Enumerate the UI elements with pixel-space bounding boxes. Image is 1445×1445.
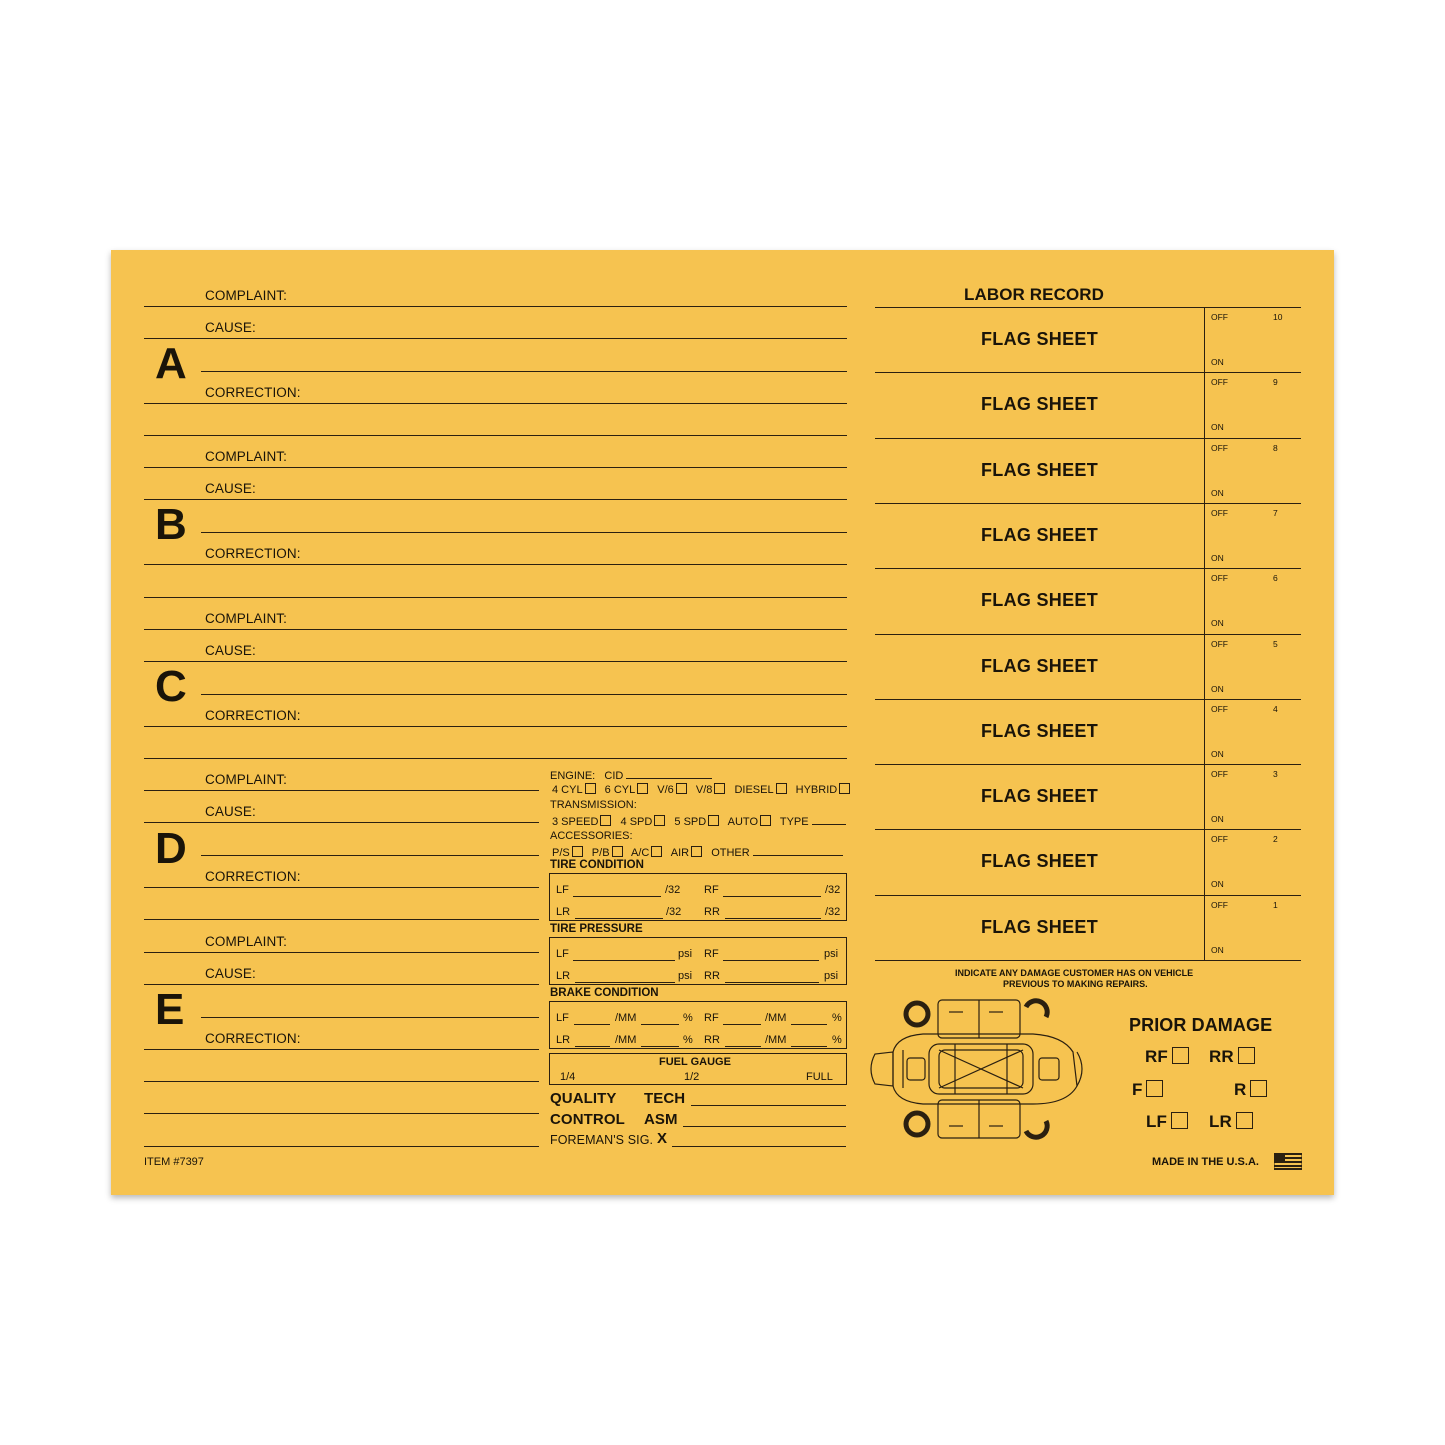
brake-rf-pct-field[interactable] (791, 1024, 827, 1025)
row-number: 5 (1273, 638, 1278, 649)
damage-lr-label: LR (1209, 1112, 1232, 1131)
tire-condition-box (549, 873, 847, 921)
damage-f[interactable] (1132, 1080, 1163, 1100)
wheel-lr-icon (906, 1113, 928, 1135)
tire-press-rr-field[interactable] (725, 982, 819, 983)
off-label: OFF (1211, 769, 1228, 780)
brake-condition-title: BRAKE CONDITION (550, 987, 659, 999)
damage-f-checkbox[interactable] (1146, 1080, 1163, 1097)
tire-cond-rr-field[interactable] (725, 918, 821, 919)
v6-label: V/6 (657, 784, 674, 796)
flag-sheet-label[interactable]: FLAG SHEET (981, 916, 1099, 937)
cid-field[interactable] (626, 768, 712, 779)
flag-sheet-label[interactable]: FLAG SHEET (981, 329, 1099, 349)
tire-cond-lr-label: LR (556, 906, 571, 918)
engine-row (550, 768, 712, 782)
cause-label-b: CAUSE: (205, 481, 256, 496)
row-number: 7 (1273, 507, 1278, 518)
damage-lr-checkbox[interactable] (1236, 1112, 1253, 1129)
damage-rf[interactable] (1145, 1047, 1189, 1067)
off-label: OFF (1211, 899, 1228, 910)
accessories-row (552, 845, 843, 859)
pb-label: P/B (591, 847, 610, 859)
line-d[interactable] (201, 855, 539, 856)
complaint-label-d: COMPLAINT: (205, 772, 288, 787)
on-label: ON (1211, 683, 1224, 694)
wheel-rf-icon (1026, 1001, 1047, 1017)
cyl6-label: 6 CYL (604, 784, 636, 796)
fuel-half: 1/2 (684, 1071, 700, 1083)
spd4-label: 4 SPD (620, 816, 653, 828)
wheel-lf-icon (906, 1003, 928, 1025)
cause-label-d: CAUSE: (205, 804, 256, 819)
labor-bottom-rule (875, 960, 1301, 961)
off-label: OFF (1211, 703, 1228, 714)
diesel-label: DIESEL (734, 784, 774, 796)
tire-cond-lr-field[interactable] (575, 918, 663, 919)
line-c[interactable] (201, 694, 847, 695)
cause-line-c[interactable] (144, 661, 847, 662)
flag-sheet-label[interactable]: FLAG SHEET (981, 851, 1099, 872)
v8-label: V/8 (695, 784, 713, 796)
line-d-end[interactable] (144, 919, 539, 920)
labor-row-rule (875, 568, 1301, 569)
damage-r-label: R (1234, 1080, 1247, 1099)
correction-label-c: CORRECTION: (205, 708, 301, 723)
transmission-row (552, 814, 846, 828)
damage-r-checkbox[interactable] (1250, 1080, 1267, 1097)
cause-label-a: CAUSE: (205, 320, 256, 335)
pb-checkbox[interactable] (612, 846, 623, 857)
off-label: OFF (1211, 442, 1228, 453)
line-e[interactable] (201, 1017, 539, 1018)
row-number: 1 (1273, 899, 1278, 910)
brake-rf-label: RF (704, 1012, 719, 1024)
damage-f-label: F (1132, 1080, 1143, 1099)
correction-line-e[interactable] (144, 1049, 539, 1050)
correction-label-b: CORRECTION: (205, 546, 301, 561)
tire-press-lf-unit: psi (678, 948, 693, 960)
auto-label: AUTO (727, 816, 758, 828)
line-a-end[interactable] (144, 435, 847, 436)
tire-cond-rr-unit: /32 (825, 906, 841, 918)
off-label: OFF (1211, 834, 1228, 845)
cause-label-c: CAUSE: (205, 643, 256, 658)
correction-line-c[interactable] (144, 726, 847, 727)
brake-rr-mm-field[interactable] (725, 1046, 761, 1047)
section-letter-d: D (155, 824, 187, 873)
brake-rr-pct: % (832, 1034, 842, 1046)
off-label: OFF (1211, 507, 1228, 518)
made-in-usa: MADE IN THE U.S.A. (1152, 1156, 1259, 1168)
labor-row-rule (875, 764, 1301, 765)
line-e-3[interactable] (144, 1113, 539, 1114)
complaint-line-c[interactable] (144, 629, 847, 630)
asm-label: ASM (644, 1111, 678, 1128)
damage-lf-label: LF (1146, 1112, 1167, 1131)
damage-rr-label: RR (1209, 1047, 1234, 1066)
brake-rr-label: RR (704, 1034, 720, 1046)
on-label: ON (1211, 357, 1224, 367)
line-c-end[interactable] (144, 758, 847, 759)
off-label: OFF (1211, 377, 1228, 388)
control-label: CONTROL (550, 1111, 625, 1128)
tire-press-rf-unit: psi (824, 948, 839, 960)
tire-condition-title: TIRE CONDITION (550, 859, 644, 871)
correction-line-d[interactable] (144, 887, 539, 888)
spd5-label: 5 SPD (674, 816, 707, 828)
damage-lf[interactable] (1146, 1112, 1188, 1132)
repair-order-envelope (111, 250, 1334, 1195)
row-number: 4 (1273, 703, 1278, 714)
tire-cond-rf-label: RF (704, 884, 719, 896)
on-label: ON (1211, 814, 1224, 825)
labor-row-rule (875, 895, 1301, 896)
air-label: AIR (670, 847, 690, 859)
prior-damage-title: PRIOR DAMAGE (1129, 1015, 1273, 1035)
brake-lr-mm-field[interactable] (575, 1046, 610, 1047)
correction-label-a: CORRECTION: (205, 385, 301, 400)
tire-cond-lf-label: LF (556, 884, 569, 896)
signature-x: X (657, 1130, 668, 1147)
brake-rr-pct-field[interactable] (791, 1046, 827, 1047)
off-label: OFF (1211, 312, 1228, 322)
v6-checkbox[interactable] (676, 783, 687, 794)
flag-sheet-label[interactable]: FLAG SHEET (981, 655, 1099, 676)
line-a[interactable] (201, 371, 847, 372)
hybrid-label: HYBRID (795, 784, 838, 796)
foreman-label: FOREMAN'S SIG. (550, 1133, 654, 1147)
cause-line-d[interactable] (144, 822, 539, 823)
speed3-label: 3 SPEED (552, 816, 599, 828)
tire-press-rr-unit: psi (824, 970, 839, 982)
tire-press-lr-label: LR (556, 970, 571, 982)
damage-rr[interactable] (1209, 1047, 1255, 1067)
tire-press-lr-unit: psi (678, 970, 693, 982)
ac-label: A/C (630, 847, 650, 859)
row-number: 3 (1273, 769, 1278, 780)
tire-cond-rf-unit: /32 (825, 884, 841, 896)
line-e-2[interactable] (144, 1081, 539, 1082)
section-letter-e: E (155, 985, 185, 1034)
line-b[interactable] (201, 532, 847, 533)
flag-sheet-label[interactable]: FLAG SHEET (981, 524, 1099, 545)
cause-label-e: CAUSE: (205, 966, 256, 981)
row-number: 9 (1273, 377, 1278, 388)
brake-lr-mm: /MM (615, 1034, 637, 1046)
correction-label-e: CORRECTION: (205, 1031, 301, 1046)
tire-cond-lf-unit: /32 (665, 884, 681, 896)
v8-checkbox[interactable] (714, 783, 725, 794)
hybrid-checkbox[interactable] (839, 783, 850, 794)
tire-cond-rf-field[interactable] (723, 896, 821, 897)
cause-line-b[interactable] (144, 499, 847, 500)
flag-sheet-label[interactable]: FLAG SHEET (981, 394, 1099, 415)
type-label: TYPE (779, 816, 809, 828)
on-label: ON (1211, 879, 1224, 890)
on-label: ON (1211, 748, 1224, 759)
complaint-line-b[interactable] (144, 467, 847, 468)
transmission-label: TRANSMISSION: (550, 799, 637, 811)
brake-rr-mm: /MM (765, 1034, 787, 1046)
damage-rf-checkbox[interactable] (1172, 1047, 1189, 1064)
ps-label: P/S (552, 847, 570, 859)
flag-sheet-label[interactable]: FLAG SHEET (981, 459, 1099, 480)
item-number: ITEM #7397 (144, 1156, 204, 1168)
row-number: 2 (1273, 834, 1278, 845)
complaint-label-e: COMPLAINT: (205, 934, 288, 949)
off-label: OFF (1211, 573, 1228, 584)
correction-label-d: CORRECTION: (205, 869, 301, 884)
cyl4-checkbox[interactable] (585, 783, 596, 794)
brake-lr-pct: % (683, 1034, 693, 1046)
labor-row-rule (875, 699, 1301, 700)
tire-pressure-title: TIRE PRESSURE (550, 923, 643, 935)
on-label: ON (1211, 944, 1224, 955)
on-label: ON (1211, 422, 1224, 433)
damage-notice-line2: PREVIOUS TO MAKING REPAIRS. (1003, 979, 1148, 989)
cyl6-checkbox[interactable] (637, 783, 648, 794)
on-label: ON (1211, 487, 1224, 498)
foreman-signature-field[interactable] (672, 1146, 846, 1147)
damage-rr-checkbox[interactable] (1238, 1047, 1255, 1064)
labor-record-rule (875, 307, 1301, 308)
tire-press-lf-label: LF (556, 948, 569, 960)
cause-line-e[interactable] (144, 984, 539, 985)
complaint-label-a: COMPLAINT: (205, 288, 288, 303)
vehicle-diagram[interactable] (863, 992, 1089, 1144)
flag-sheet-label[interactable]: FLAG SHEET (981, 720, 1099, 741)
brake-lr-pct-field[interactable] (641, 1046, 679, 1047)
other-field[interactable] (753, 845, 843, 856)
tire-cond-lf-field[interactable] (573, 896, 661, 897)
tech-label: TECH (644, 1090, 686, 1107)
tire-cond-lr-unit: /32 (666, 906, 682, 918)
complaint-label-b: COMPLAINT: (205, 449, 288, 464)
section-letter-a: A (155, 339, 187, 388)
tire-cond-rr-label: RR (704, 906, 720, 918)
row-number: 8 (1273, 442, 1278, 453)
ps-checkbox[interactable] (572, 846, 583, 857)
type-field[interactable] (812, 814, 846, 825)
complaint-line-a[interactable] (144, 306, 847, 307)
brake-condition-box (549, 1001, 847, 1049)
correction-line-b[interactable] (144, 564, 847, 565)
labor-row-rule (875, 503, 1301, 504)
damage-lr[interactable] (1209, 1112, 1253, 1132)
section-letter-c: C (155, 662, 187, 711)
damage-r[interactable] (1234, 1080, 1267, 1100)
tire-press-rf-label: RF (704, 948, 719, 960)
on-label: ON (1211, 552, 1224, 563)
tire-press-rf-field[interactable] (723, 960, 819, 961)
fuel-full: FULL (806, 1071, 833, 1083)
spd5-checkbox[interactable] (708, 815, 719, 826)
air-checkbox[interactable] (691, 846, 702, 857)
labor-record-title: LABOR RECORD (964, 285, 1105, 304)
tire-press-lf-field[interactable] (573, 960, 675, 961)
brake-lf-mm-field[interactable] (574, 1024, 610, 1025)
spd4-checkbox[interactable] (654, 815, 665, 826)
cid-label: CID (604, 770, 624, 782)
tire-press-lr-field[interactable] (575, 982, 675, 983)
fuel-quarter: 1/4 (560, 1071, 576, 1083)
auto-checkbox[interactable] (760, 815, 771, 826)
brake-lf-pct: % (683, 1012, 693, 1024)
labor-row-rule (875, 372, 1301, 373)
complaint-label-c: COMPLAINT: (205, 611, 288, 626)
brake-lr-label: LR (556, 1034, 571, 1046)
speed3-checkbox[interactable] (600, 815, 611, 826)
tech-field[interactable] (691, 1105, 846, 1106)
cause-line-a[interactable] (144, 338, 847, 339)
brake-rf-pct: % (832, 1012, 842, 1024)
quality-label: QUALITY (550, 1090, 617, 1107)
labor-row-rule (875, 829, 1301, 830)
labor-row-rule (875, 438, 1301, 439)
line-b-end[interactable] (144, 597, 847, 598)
brake-lf-pct-field[interactable] (641, 1024, 679, 1025)
brake-lf-mm: /MM (615, 1012, 637, 1024)
accessories-label: ACCESSORIES: (550, 830, 633, 842)
damage-notice-line1: INDICATE ANY DAMAGE CUSTOMER HAS ON VEHICLE (955, 968, 1194, 978)
other-label: OTHER (711, 847, 750, 859)
fuel-gauge-title: FUEL GAUGE (659, 1056, 731, 1068)
cyl4-label: 4 CYL (552, 784, 583, 796)
labor-row-rule (875, 634, 1301, 635)
us-flag-icon (1274, 1153, 1302, 1170)
asm-field[interactable] (683, 1126, 846, 1127)
row-number: 6 (1273, 573, 1278, 584)
brake-rf-mm: /MM (765, 1012, 787, 1024)
damage-lf-checkbox[interactable] (1171, 1112, 1188, 1129)
flag-sheet-label[interactable]: FLAG SHEET (981, 786, 1099, 807)
section-letter-b: B (155, 500, 187, 549)
wheel-rr-icon (1026, 1121, 1047, 1137)
flag-sheet-label[interactable]: FLAG SHEET (981, 590, 1099, 611)
row-number: 10 (1273, 312, 1283, 322)
complaint-line-e[interactable] (144, 952, 539, 953)
cylinder-row (552, 783, 856, 796)
line-e-end[interactable] (144, 1146, 539, 1147)
tire-pressure-box (549, 937, 847, 985)
tire-press-rr-label: RR (704, 970, 720, 982)
brake-rf-mm-field[interactable] (723, 1024, 761, 1025)
engine-label: ENGINE: (550, 770, 596, 782)
on-label: ON (1211, 618, 1224, 629)
brake-lf-label: LF (556, 1012, 569, 1024)
ac-checkbox[interactable] (651, 846, 662, 857)
complaint-line-d[interactable] (144, 790, 539, 791)
diesel-checkbox[interactable] (776, 783, 787, 794)
correction-line-a[interactable] (144, 403, 847, 404)
off-label: OFF (1211, 638, 1228, 649)
damage-rf-label: RF (1145, 1047, 1168, 1066)
